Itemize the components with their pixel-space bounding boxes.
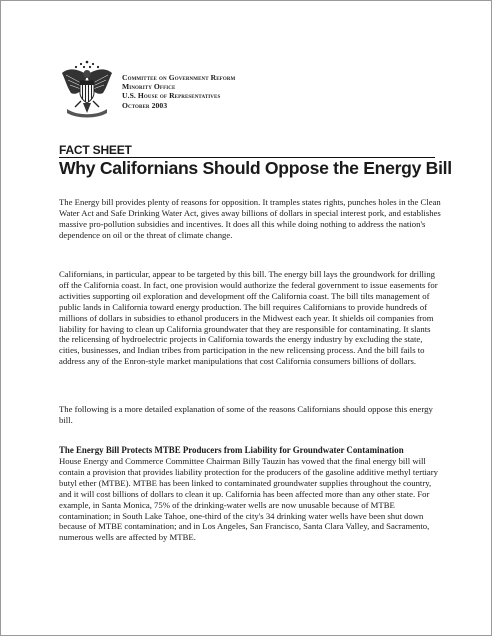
section-heading: The Energy Bill Protects MTBE Producers from Liability for Groundwater Contamination [59, 445, 404, 455]
publication-date: October 2003 [122, 100, 168, 110]
committee-header [122, 73, 235, 110]
intro-paragraph: The Energy bill provides plenty of reasons for opposition. It tramples states rights, punches holes in the Clean Water Act and Safe Drinking Water Act, gives away billions of dollars in special interest pork, and establishes massive pro-pollution subsidies and incentives. It does all this while doing nothing to address the nation's dependence on oil or the threat of climate change. [59, 197, 441, 240]
californians-paragraph: Californians, in particular, appear to be targeted by this bill. The energy bill lays the groundwork for drilling off the California coast. In fact, one provision would authorize the federal government to issue easements for activities supporting oil exploration and development off the California coast. The bill tilts management of public lands in California toward energy production. The bill requires Californians to provide hundreds of millions of dollars in subsidies to ethanol producers in the Midwest each year. It shields oil companies from liability for having to clean up California groundwater that they are responsible for contaminating. It slants the relicensing of hydroelectric projects in California towards the energy industry by excluding the state, cities, businesses, and Indian tribes from participation in the new relicensing process. And the bill fails to address any of the Enron-style market manipulations that cost California consumers billions of dollars. [59, 269, 438, 367]
page-title: Why Californians Should Oppose the Energy Bill [59, 158, 452, 178]
section-paragraph: House Energy and Commerce Committee Chairman Billy Tauzin has vowed that the final energy bill will contain a provision that provides liability protection for the producers of the gasoline additive methyl tertiary butyl ether (MTBE). MTBE has been linked to contaminated groundwater supplies throughout the country, and it will cost billions of dollars to clean it up. California has been affected more than any other state. For example, in Santa Monica, 75% of the drinking-water wells are now unusable because of MTBE contamination; in South Lake Tahoe, one-third of the city's 34 drinking water wells have been shut down because of MTBE contamination; and in Los Angeles, San Francisco, Santa Clara Valley, and Sacramento, numerous wells are affected by MTBE. [59, 456, 439, 543]
committee-name: Committee on Government Reform [122, 73, 236, 82]
committee-house: U.S. House of Representatives [122, 91, 221, 101]
house-seal-eagle-icon [61, 59, 113, 119]
document-type-label: FACT SHEET [59, 143, 132, 157]
committee-office: Minority Office [122, 82, 176, 92]
explanation-paragraph: The following is a more detailed explanation of some of the reasons Californians should oppose this energy bill. [59, 404, 433, 425]
